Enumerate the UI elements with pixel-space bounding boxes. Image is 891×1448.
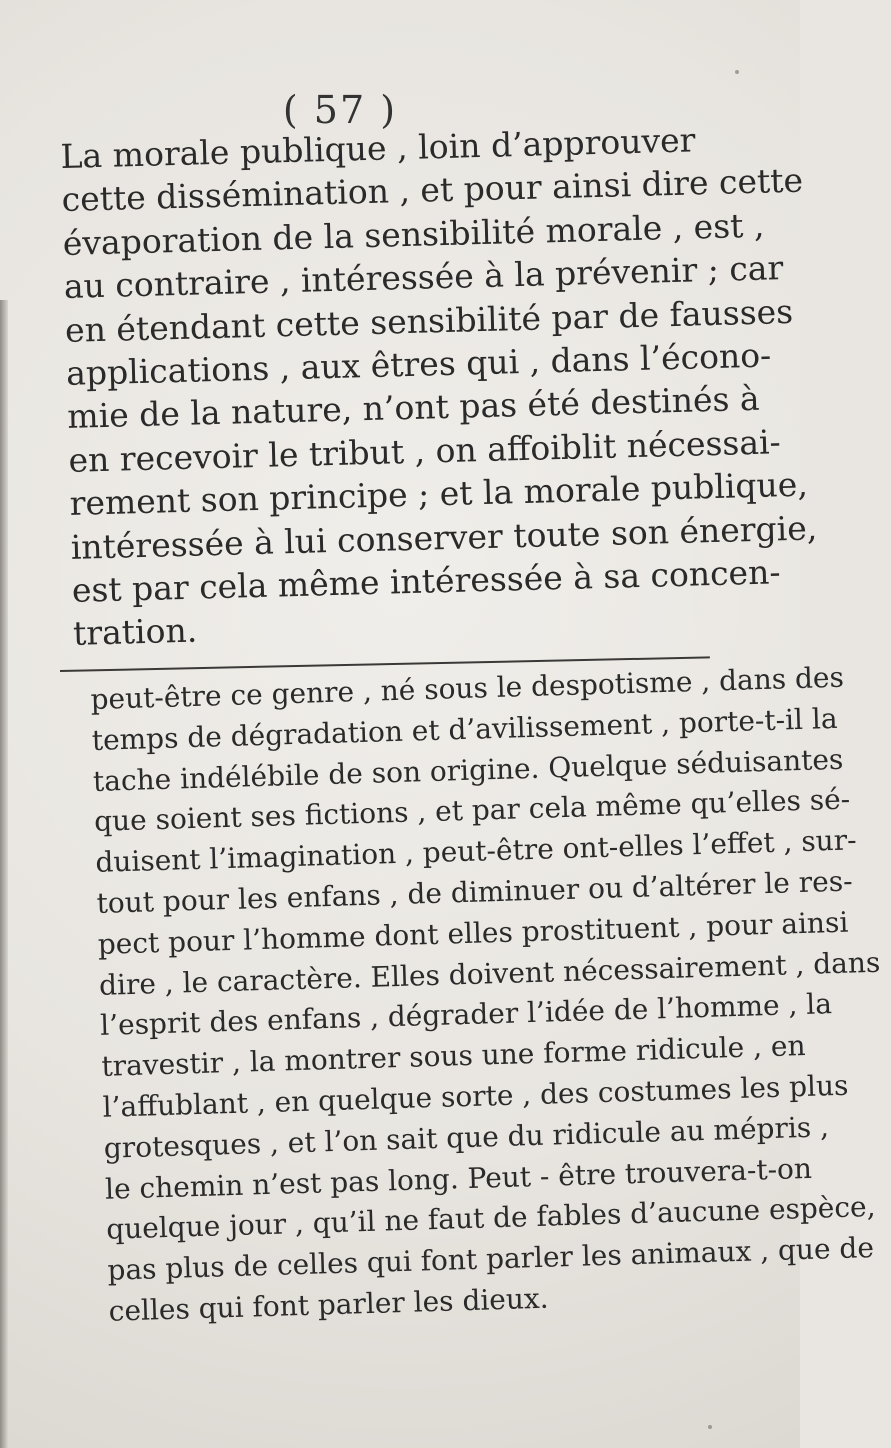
text-line: est par cela même intéressée à sa concen- xyxy=(71,552,781,610)
text-line: La morale publique , loin d’approuver xyxy=(60,120,696,176)
footnote-line: duisent l’imagination , peut-être ont-elles l’effet , sur- xyxy=(94,823,858,880)
footnote-line: temps de dégradation et d’avilissement , porte-t-il la xyxy=(91,701,838,757)
text-line: applications , aux êtres qui , dans l’écono- xyxy=(65,335,772,393)
footnote-line: pas plus de celles qui font parler les animaux , que de xyxy=(107,1231,875,1287)
text-line: intéressée à lui conserver toute son énergie, xyxy=(70,507,818,567)
page-edge-shadow xyxy=(0,300,8,1448)
text-line: rement son principe ; et la morale publique, xyxy=(69,464,809,524)
footnote-line: l’affublant , en quelque sorte , des costumes les plus xyxy=(102,1068,849,1124)
footnote-line: tout pour les enfans , de diminuer ou d’altérer le res- xyxy=(96,864,853,920)
text-line: mie de la nature, n’ont pas été destinés à xyxy=(66,379,761,437)
footnote-line: celles qui font parler les dieux. xyxy=(108,1281,550,1328)
paper-speck xyxy=(708,1425,712,1429)
footnote-line: le chemin n’est pas long. Peut - être trouvera-t-on xyxy=(104,1151,813,1206)
footnote-line: l’esprit des enfans , dégrader l’idée de l’homme , la xyxy=(99,987,833,1043)
footnote-line: dire , le caractère. Elles doivent nécessairement , dans xyxy=(98,945,881,1002)
text-line: en recevoir le tribut , on affoiblit nécessai- xyxy=(68,422,782,480)
footnote-line: peut-être ce genre , né sous le despotisme , dans des xyxy=(90,660,845,716)
footnote-line: grotesques , et l’on sait que du ridicule au mépris , xyxy=(103,1110,830,1165)
footnote-line: pect pour l’homme dont elles prostituent , pour ainsi xyxy=(97,905,849,961)
page-number: ( 57 ) xyxy=(282,88,398,132)
text-line: tration. xyxy=(72,611,198,654)
footnote-line: tache indélébile de son origine. Quelque séduisantes xyxy=(92,742,844,798)
text-line: cette dissémination , et pour ainsi dire cette xyxy=(61,160,804,220)
text-line: évaporation de la sensibilité morale , est , xyxy=(62,205,765,263)
footnote-line: que soient ses fictions , et par cela même qu’elles sé- xyxy=(93,782,851,839)
footnote-line: quelque jour , qu’il ne faut de fables d’aucune espèce, xyxy=(105,1190,876,1247)
main-paragraph xyxy=(60,118,818,655)
footnote-paragraph xyxy=(90,660,881,1333)
footnote-line: travestir , la montrer sous une forme ridicule , en xyxy=(100,1029,806,1083)
paper-speck xyxy=(735,70,739,74)
text-line: en étendant cette sensibilité par de fausses xyxy=(64,291,794,350)
text-line: au contraire , intéressée à la prévenir ; car xyxy=(63,248,784,307)
